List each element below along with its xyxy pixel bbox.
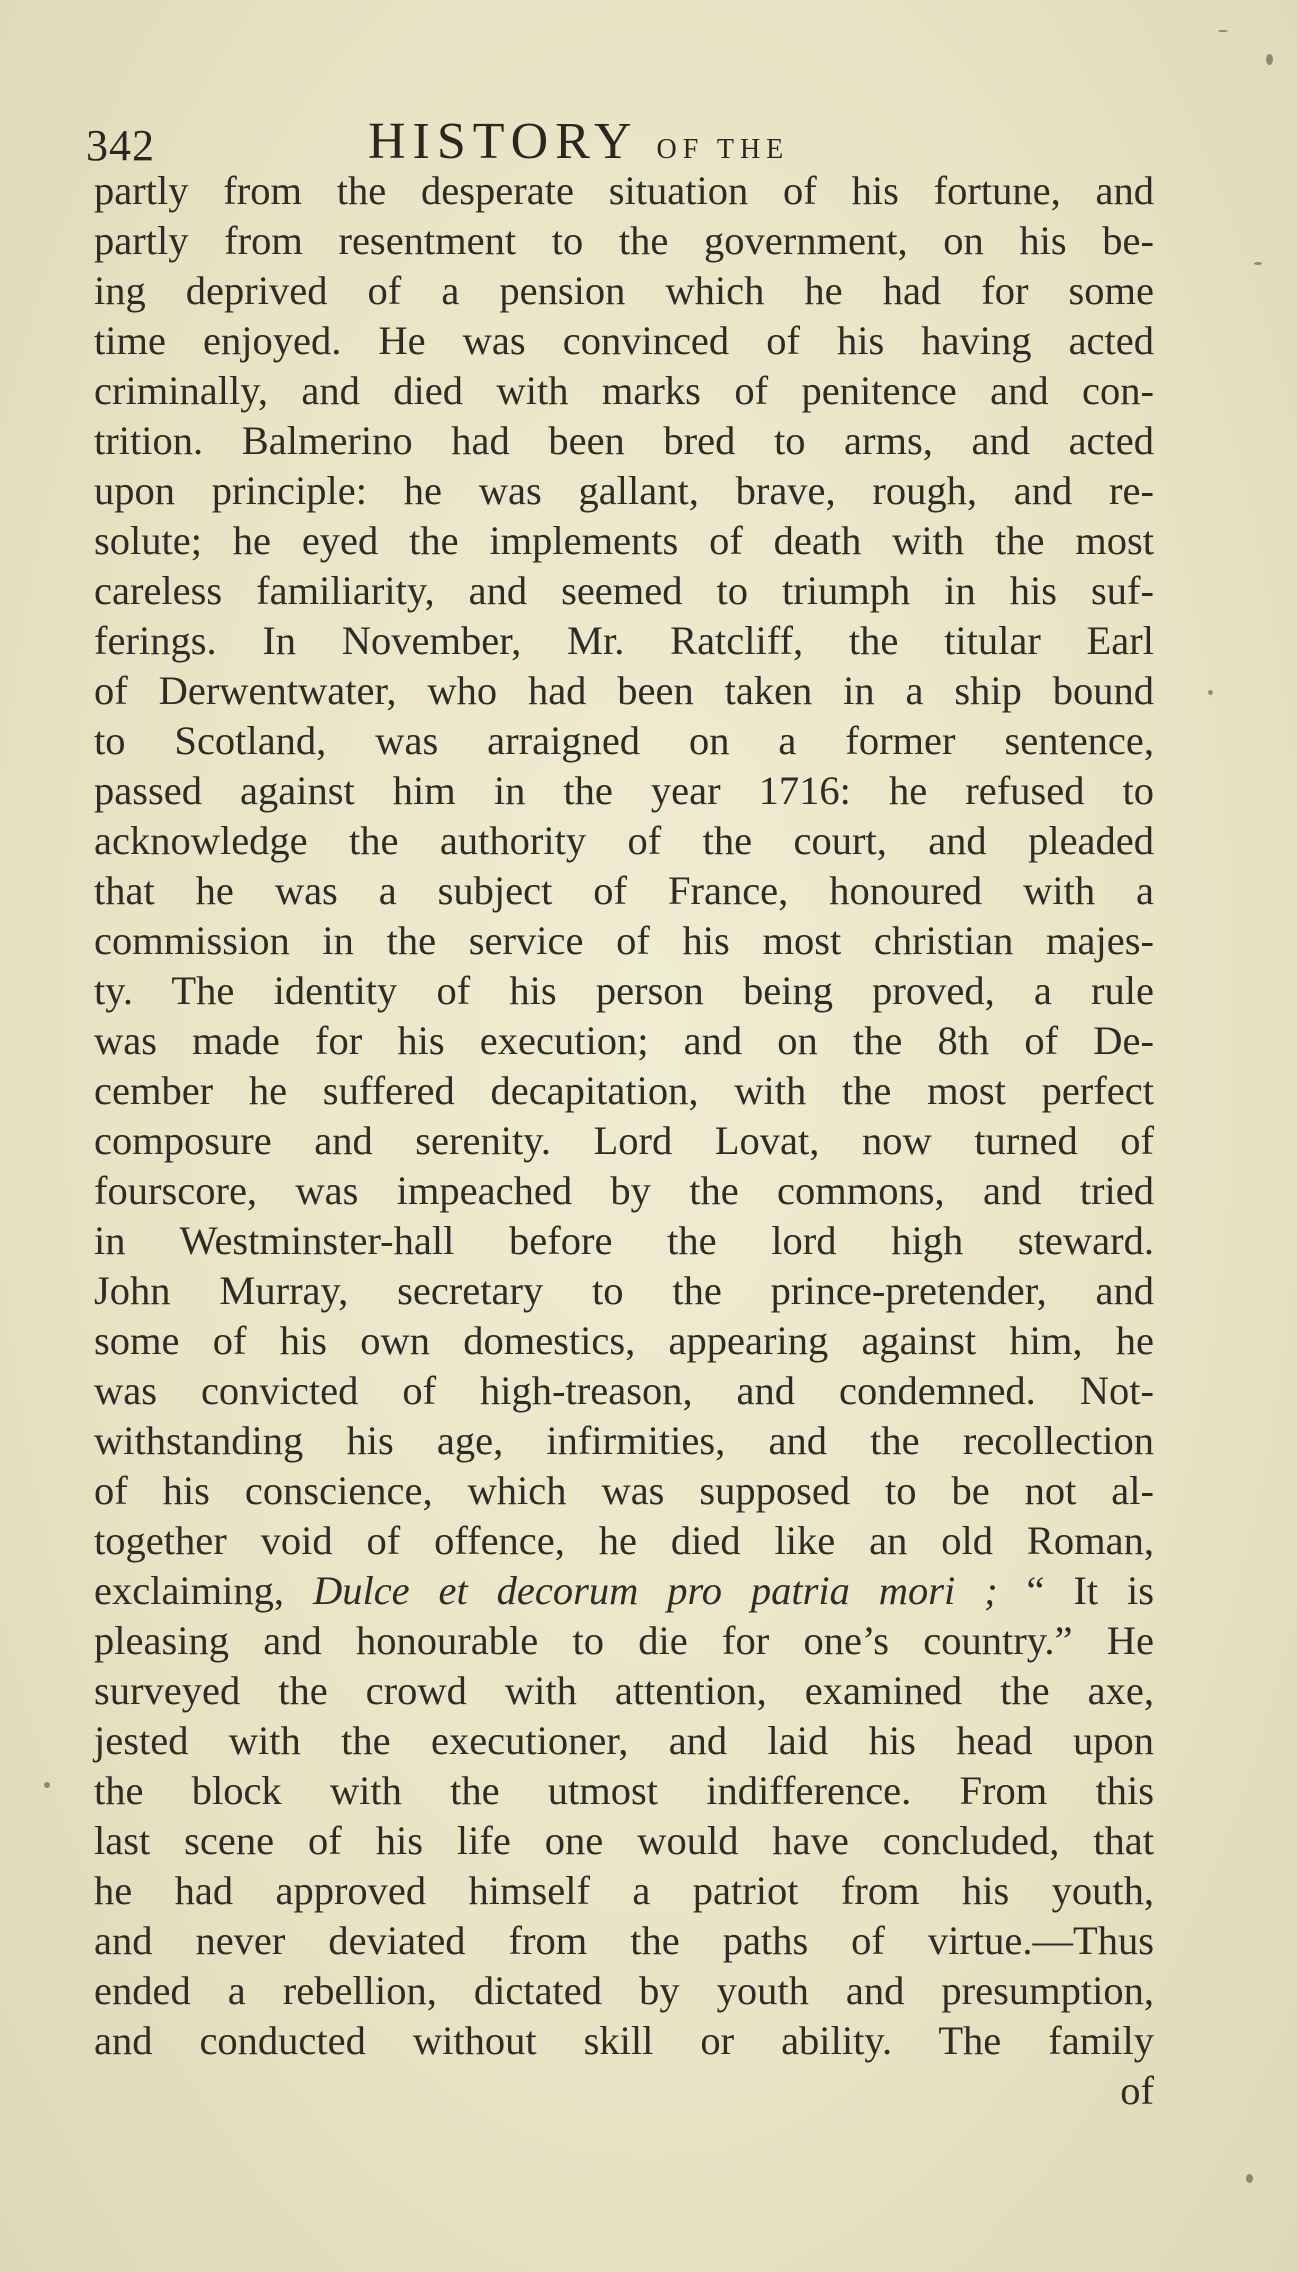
text-line: last scene of his life one would have concluded, that <box>94 1818 1154 1863</box>
ink-speck <box>1266 54 1273 65</box>
text-line: fourscore, was impeached by the commons, and tried <box>94 1168 1154 1213</box>
text-line: to Scotland, was arraigned on a former sentence, <box>94 718 1154 763</box>
text-line: ferings. In November, Mr. Ratcliff, the titular Earl <box>94 618 1154 663</box>
text-line: the block with the utmost indifference. From this <box>94 1768 1154 1813</box>
text-line: and never deviated from the paths of virtue.—Thus <box>94 1918 1154 1963</box>
latin-line-after: “ It is <box>997 1568 1155 1613</box>
running-head-title-small: OF THE <box>656 134 790 165</box>
text-line: surveyed the crowd with attention, examined the axe, <box>94 1668 1154 1713</box>
text-line: was made for his execution; and on the 8th of De- <box>94 1018 1154 1063</box>
text-line: jested with the executioner, and laid his head upon <box>94 1718 1154 1763</box>
catchword: of <box>1120 2068 1154 2113</box>
text-line: composure and serenity. Lord Lovat, now turned of <box>94 1118 1154 1163</box>
ink-speck <box>44 1782 50 1788</box>
text-line: solute; he eyed the implements of death with the most <box>94 518 1154 563</box>
text-line: commission in the service of his most christian majes- <box>94 918 1154 963</box>
text-line: John Murray, secretary to the prince-pretender, and <box>94 1268 1154 1313</box>
text-line: cember he suffered decapitation, with the most perfect <box>94 1068 1154 1113</box>
text-line: partly from resentment to the government, on his be- <box>94 218 1154 263</box>
text-line: was convicted of high-treason, and condemned. Not- <box>94 1368 1154 1413</box>
text-line: he had approved himself a patriot from his youth, <box>94 1868 1154 1913</box>
page-number: 342 <box>86 121 155 170</box>
text-line: trition. Balmerino had been bred to arms, and acted <box>94 418 1154 463</box>
text-line: acknowledge the authority of the court, and pleaded <box>94 818 1154 863</box>
text-line: that he was a subject of France, honoured with a <box>94 868 1154 913</box>
text-line: partly from the desperate situation of his fortune, and <box>94 168 1154 213</box>
body-text <box>94 166 1154 2116</box>
text-line: together void of offence, he died like an old Roman, <box>94 1518 1154 1563</box>
text-line: careless familiarity, and seemed to triumph in his suf- <box>94 568 1154 613</box>
text-line: time enjoyed. He was convinced of his having acted <box>94 318 1154 363</box>
ink-speck <box>1218 30 1228 32</box>
text-line-latin-quote <box>94 1566 1154 1616</box>
ink-speck <box>1208 690 1213 695</box>
text-line: passed against him in the year 1716: he refused to <box>94 768 1154 813</box>
ink-speck <box>1246 2174 1253 2183</box>
text-line: ended a rebellion, dictated by youth and presumption, <box>94 1968 1154 2013</box>
text-line: ty. The identity of his person being proved, a rule <box>94 968 1154 1013</box>
text-line: criminally, and died with marks of penitence and con- <box>94 368 1154 413</box>
text-line: some of his own domestics, appearing against him, he <box>94 1318 1154 1363</box>
latin-line-before: exclaiming, <box>94 1568 313 1613</box>
text-line: of Derwentwater, who had been taken in a ship bound <box>94 668 1154 713</box>
text-line: in Westminster-hall before the lord high steward. <box>94 1218 1154 1263</box>
latin-quotation: Dulce et decorum pro patria mori ; <box>312 1568 998 1613</box>
running-head-title <box>368 112 789 171</box>
text-line: upon principle: he was gallant, brave, rough, and re- <box>94 468 1154 513</box>
text-line: ing deprived of a pension which he had for some <box>94 268 1154 313</box>
running-head-title-main: HISTORY <box>368 113 639 170</box>
text-line: pleasing and honourable to die for one’s country.” He <box>94 1618 1154 1663</box>
text-line: withstanding his age, infirmities, and the recollection <box>94 1418 1154 1463</box>
ink-speck <box>1254 262 1262 265</box>
text-line: and conducted without skill or ability. The family <box>94 2018 1154 2063</box>
text-line: of his conscience, which was supposed to be not al- <box>94 1468 1154 1513</box>
